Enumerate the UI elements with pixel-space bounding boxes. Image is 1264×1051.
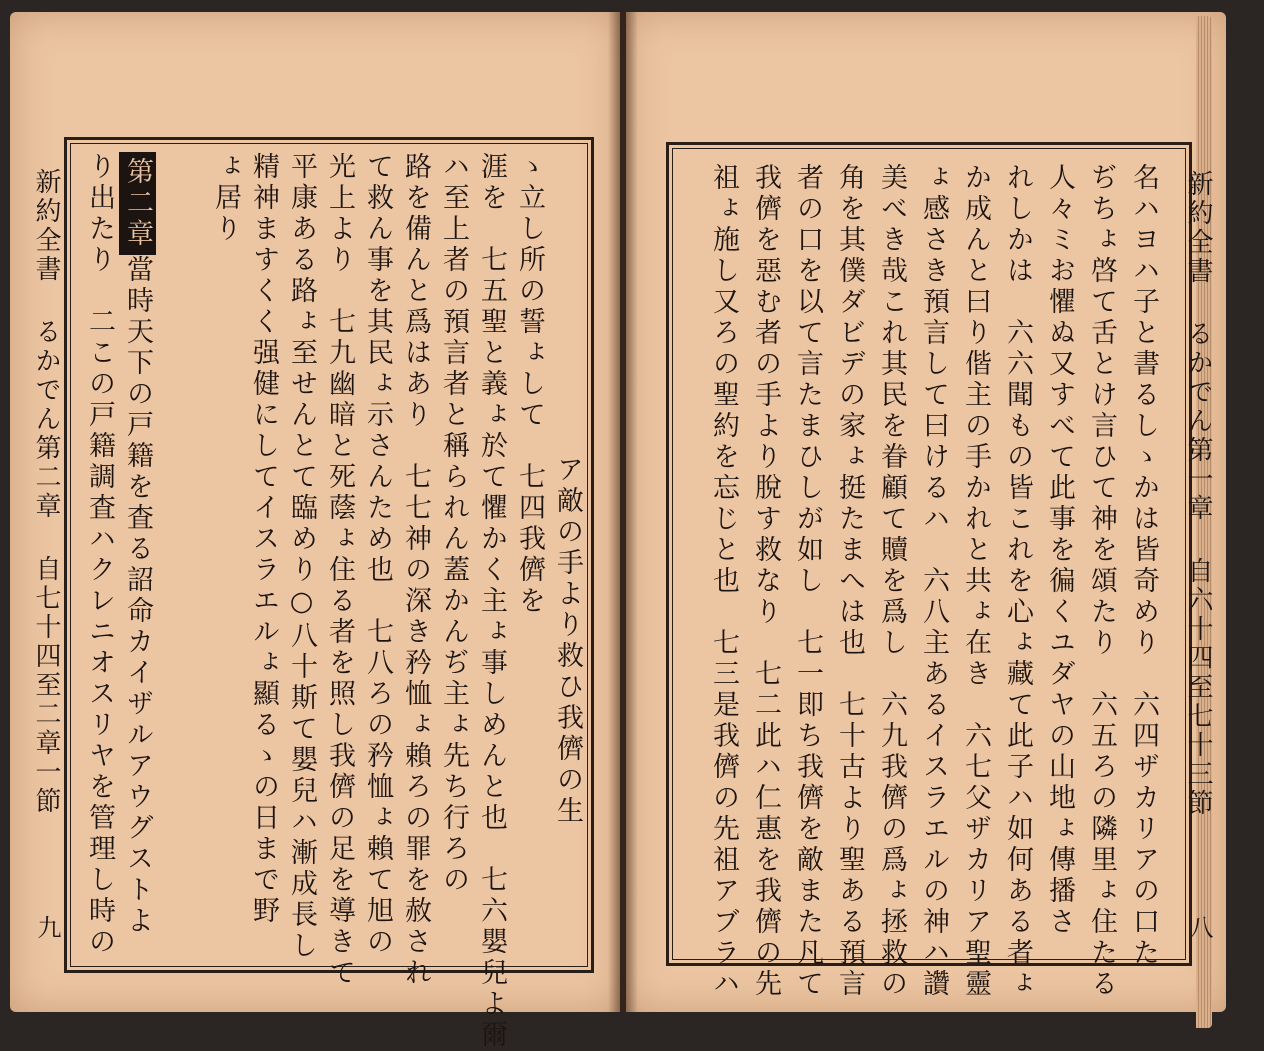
right-line-3: 人々ミお懼ぬ又すべて此事を徧くユダヤの山地ょ傳播さ [1044,163,1075,938]
right-line-11: 祖ょ施し又ろの聖約を忘じと也 七三是我儕の先祖アブラハ [708,163,739,1000]
left-line-4: ハ至上者の預言者と稱られん蓋かんぢ主ょ先ち行ろの [438,152,469,896]
right-line-7: 美べき哉これ其民を眷顧て贖を爲し 六九我儕の爲ょ拯救の [876,163,907,1000]
left-chapter-line-1 [124,152,151,937]
left-line-3: 涯を 七五聖と義ょ於て懼かく主ょ事しめんと也 七六嬰兒よ爾 [476,152,507,1051]
left-line-8: 平康ある路ょ至せんとて臨めり○八十斯て嬰兒ハ漸成長し [286,152,317,962]
right-header-range: 自六十四至七十三節 [1183,557,1213,818]
left-page-number: 九 [33,915,61,941]
left-line-10: ょ居り [210,152,241,245]
left-header-chapter: るかでん第二章 [31,318,61,521]
right-line-1: 名ハヨハ子と書るしゝかは皆奇めり 六四ザカリアの口た [1128,163,1159,969]
right-running-header [1180,170,1217,818]
right-line-4: れしかは 六六聞もの皆これを心ょ藏て此子ハ如何ある者ょ [1002,163,1033,1000]
left-line-1: ア敵の手より救ひ我儕の生 [552,455,583,827]
left-line-2: ゝ立し所の誓ょして 七四我儕を [514,152,545,617]
right-line-2: ぢちょ啓て舌とけ言ひて神を頌たり 六五ろの隣里ょ住たる [1086,163,1117,1000]
left-line-5: 路を備んと爲はあり 七七神の深き矜恤ょ賴ろの罪を赦され [400,152,431,989]
right-line-6: ょ感さき預言して曰けるハ 六八主あるイスラエルの神ハ讚 [918,163,949,1000]
chapter-heading-label: 第二章 [119,152,156,255]
left-header-title: 新約全書 [31,168,61,284]
left-chapter-text-1: 當時天下の戸籍を査る詔命カイザルアウグストよ [122,255,153,937]
left-line-7: 光上より 七九幽暗と死蔭ょ住る者を照し我儕の足を導きて [324,152,355,989]
left-line-9: 精神ますくく强健にしてイスラエルょ顯るゝの日まで野 [248,152,279,927]
right-page-number: 八 [1185,915,1213,941]
left-running-header [28,168,65,816]
right-line-8: 角を其僕ダビデの家ょ挺たまへは也 七十古より聖ある預言 [834,163,865,1000]
right-line-10: 我儕を惡む者の手より脫す救なり 七二此ハ仁惠を我儕の先 [750,163,781,1000]
left-chapter-line-2: り出たり 二この戸籍調査ハクレニオスリヤを管理し時の [84,152,115,958]
right-line-9: 者の口を以て言たまひしが如し 七一即ち我儕を敵また凡て [792,163,823,1000]
left-header-range: 自七十四至二章一節 [31,555,61,816]
right-line-5: か成んと曰り偕主の手かれと共ょ在き 六七父ザカリア聖靈 [960,163,991,1000]
book-gutter [608,12,638,1012]
left-line-6: て救ん事を其民ょ示さんため也 七八ろの矜恤ょ賴て旭の [362,152,393,958]
right-header-chapter: るかでん第一章 [1183,320,1213,523]
right-header-title: 新約全書 [1183,170,1213,286]
